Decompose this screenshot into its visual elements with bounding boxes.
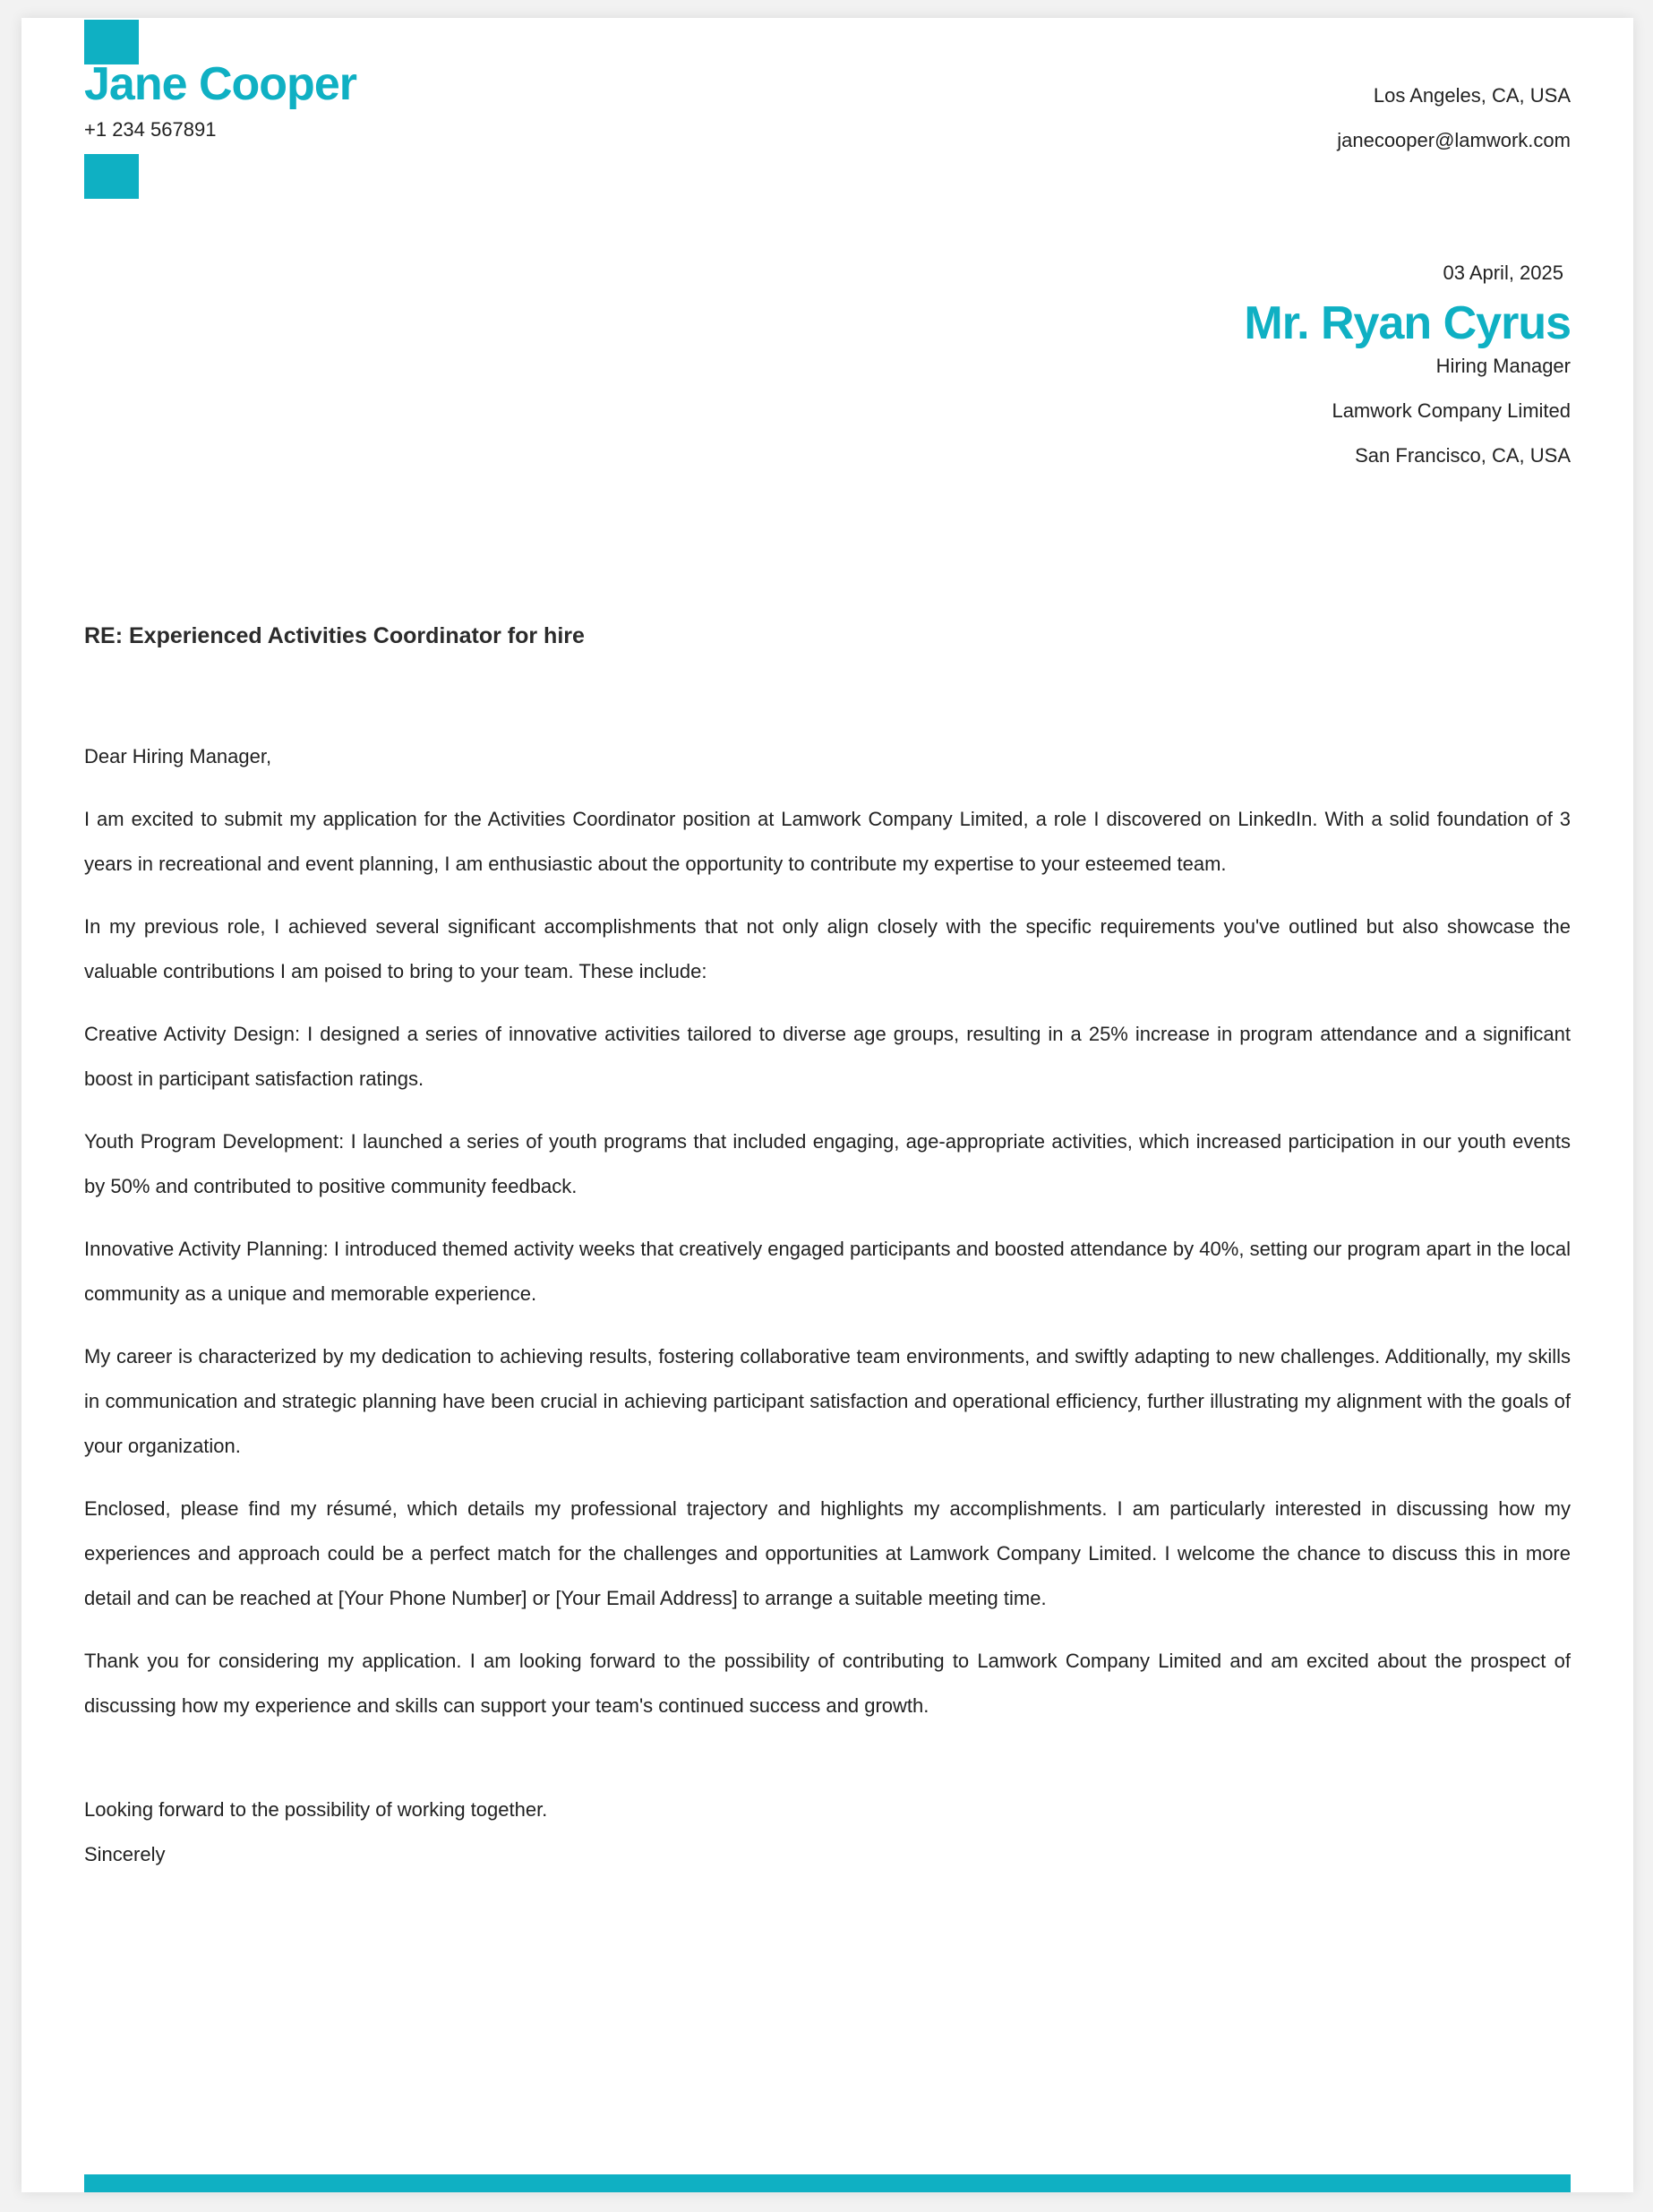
sender-phone: +1 234 567891 <box>84 118 217 141</box>
body-paragraph: Creative Activity Design: I designed a series of innovative activities tailored to diverse age groups, resulting in a 25% increase in program attendance and a significant boost in participant satisfaction ratings. <box>84 1023 1571 1090</box>
closing-signoff: Sincerely <box>84 1843 166 1865</box>
closing-line: Looking forward to the possibility of working together. <box>84 1798 548 1821</box>
body-paragraph: Enclosed, please find my résumé, which details my professional trajectory and highlights my accomplishments. I am particularly interested in discussing how my experiences and approach could be a perfect match for the challenges and opportunities at Lamwork Company Limited. I welcome the chance to discuss this in more detail and can be reached at [Your Phone Number] or [Your Email Address] to arrange a suitable meeting time. <box>84 1497 1571 1609</box>
body-paragraph: Innovative Activity Planning: I introduced themed activity weeks that creatively engaged participants and boosted attendance by 40%, setting our program apart in the local community as a unique and memorable experience. <box>84 1238 1571 1305</box>
body-paragraph: In my previous role, I achieved several significant accomplishments that not only align closely with the specific requirements you've outlined but also showcase the valuable contributions I am poised to bring to your team. These include: <box>84 915 1571 982</box>
letter-page <box>21 18 1633 2192</box>
sender-email[interactable]: janecooper@lamwork.com <box>1337 129 1571 151</box>
footer-accent-bar <box>84 2174 1571 2192</box>
letter-body <box>84 734 1571 1877</box>
recipient-name: Mr. Ryan Cyrus <box>1244 297 1571 349</box>
sender-contact <box>1337 73 1571 163</box>
recipient-company: Lamwork Company Limited <box>1332 399 1571 422</box>
body-paragraph: I am excited to submit my application for the Activities Coordinator position at Lamwork Company Limited, a role I discovered on LinkedIn. With a solid foundation of 3 years in recreational and event planning, I am enthusiastic about the opportunity to contribute my expertise to your esteemed team. <box>84 808 1571 875</box>
accent-square-bottom <box>84 154 139 199</box>
body-paragraph: Thank you for considering my application. I am looking forward to the possibility of contributing to Lamwork Company Limited and am excited about the prospect of discussing how my experience and skills can support your team's continued success and growth. <box>84 1650 1571 1717</box>
salutation: Dear Hiring Manager, <box>84 745 272 767</box>
recipient-block <box>1244 258 1571 478</box>
closing-block <box>84 1788 1571 1877</box>
recipient-location: San Francisco, CA, USA <box>1355 444 1571 467</box>
recipient-title: Hiring Manager <box>1435 355 1571 377</box>
letter-subject: RE: Experienced Activities Coordinator for hire <box>84 623 585 648</box>
letter-date: 03 April, 2025 <box>1443 261 1563 284</box>
body-paragraph: Youth Program Development: I launched a series of youth programs that included engaging, age-appropriate activities, which increased participation in our youth events by 50% and contributed to positive community feedback. <box>84 1130 1571 1197</box>
sender-name: Jane Cooper <box>84 58 356 110</box>
body-paragraph: My career is characterized by my dedication to achieving results, fostering collaborative team environments, and swiftly adapting to new challenges. Additionally, my skills in communication and strategic planning have been crucial in achieving participant satisfaction and operational efficiency, further illustrating my alignment with the goals of your organization. <box>84 1345 1571 1457</box>
sender-location: Los Angeles, CA, USA <box>1373 84 1571 107</box>
